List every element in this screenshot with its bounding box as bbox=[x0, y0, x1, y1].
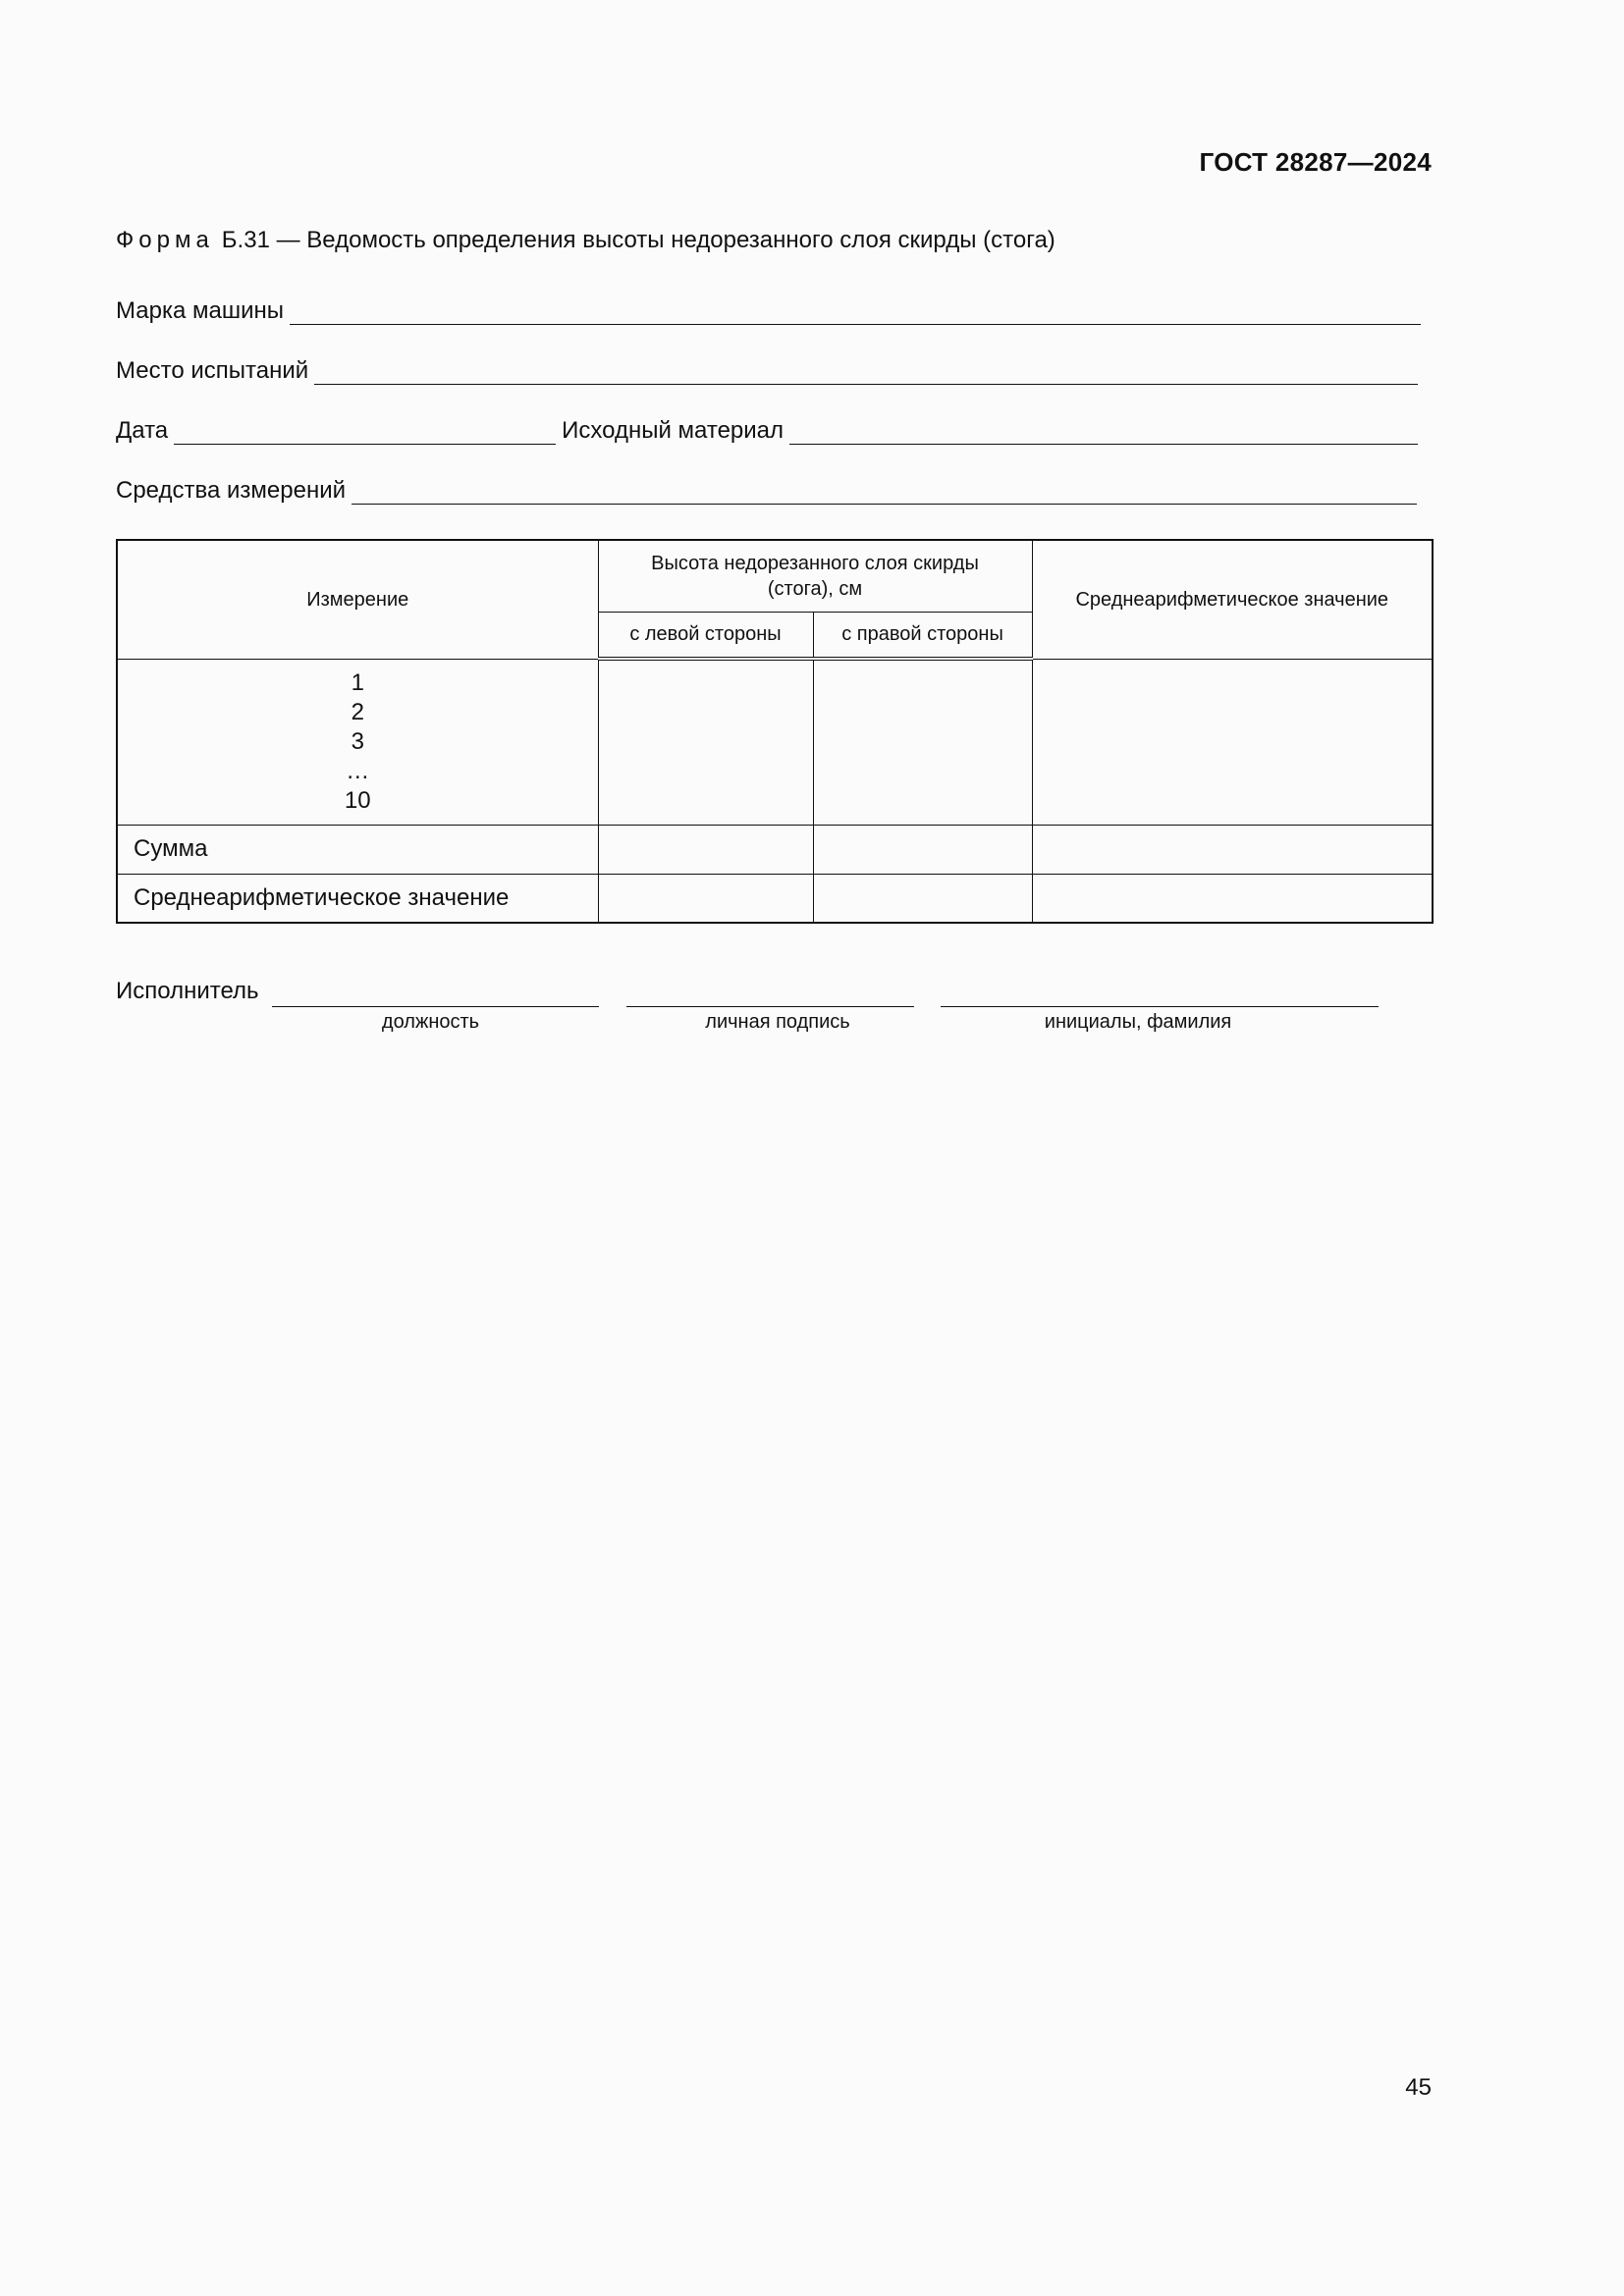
mean-mean-cell[interactable] bbox=[1032, 874, 1433, 923]
mean-values-cell[interactable] bbox=[1032, 659, 1433, 825]
measuring-tools-field bbox=[116, 471, 1417, 505]
position-caption: должность bbox=[381, 1011, 480, 1033]
right-side-values-cell[interactable] bbox=[813, 659, 1032, 825]
measurement-number: 2 bbox=[351, 698, 364, 725]
test-place-line[interactable] bbox=[314, 356, 1418, 385]
test-place-label: Место испытаний bbox=[116, 357, 309, 384]
source-material-label: Исходный материал bbox=[562, 417, 785, 444]
machine-brand-line[interactable] bbox=[290, 296, 1421, 325]
header-height-group: Высота недорезанного слоя скирды (стога), см bbox=[598, 540, 1032, 612]
measurement-table bbox=[116, 539, 1434, 924]
header-left-side: с левой стороны bbox=[598, 612, 813, 659]
left-side-values-cell[interactable] bbox=[598, 659, 813, 825]
executor-label: Исполнитель bbox=[116, 978, 259, 1004]
form-title bbox=[116, 227, 1056, 254]
sum-mean-cell[interactable] bbox=[1032, 825, 1433, 874]
document-code: ГОСТ 28287—2024 bbox=[1199, 147, 1432, 177]
machine-brand-field bbox=[116, 292, 1421, 325]
mean-row-label: Среднеарифметическое значение bbox=[117, 874, 598, 923]
sum-left-cell[interactable] bbox=[598, 825, 813, 874]
form-title-text: — Ведомость определения высоты недорезанного слоя скирды (стога) bbox=[276, 227, 1056, 253]
position-line[interactable] bbox=[272, 1005, 599, 1007]
signature-caption: личная подпись bbox=[705, 1011, 850, 1033]
date-line[interactable] bbox=[174, 416, 556, 445]
measurement-number: 1 bbox=[351, 668, 364, 696]
header-measurement: Измерение bbox=[117, 540, 598, 659]
header-mean: Среднеарифметическое значение bbox=[1032, 540, 1433, 659]
sum-right-cell[interactable] bbox=[813, 825, 1032, 874]
form-title-number: Б.31 bbox=[221, 227, 270, 253]
header-right-side: с правой стороны bbox=[813, 612, 1032, 659]
date-label: Дата bbox=[116, 417, 169, 444]
measurement-number: … bbox=[346, 757, 370, 784]
test-place-field bbox=[116, 351, 1418, 385]
name-line[interactable] bbox=[941, 1005, 1379, 1007]
mean-right-cell[interactable] bbox=[813, 874, 1032, 923]
form-title-prefix: Форма bbox=[116, 227, 214, 253]
measurement-numbers-cell bbox=[117, 659, 598, 825]
machine-brand-label: Марка машины bbox=[116, 297, 285, 324]
name-caption: инициалы, фамилия bbox=[1044, 1011, 1232, 1033]
measuring-tools-line[interactable] bbox=[352, 476, 1417, 505]
measurement-number: 3 bbox=[351, 727, 364, 755]
signature-line[interactable] bbox=[626, 1005, 914, 1007]
mean-left-cell[interactable] bbox=[598, 874, 813, 923]
measuring-tools-label: Средства измерений bbox=[116, 477, 347, 504]
page-number: 45 bbox=[1405, 2074, 1432, 2101]
measurement-number: 10 bbox=[344, 786, 371, 814]
date-material-field bbox=[116, 411, 1418, 445]
source-material-line[interactable] bbox=[789, 416, 1418, 445]
sum-row-label: Сумма bbox=[117, 825, 598, 874]
